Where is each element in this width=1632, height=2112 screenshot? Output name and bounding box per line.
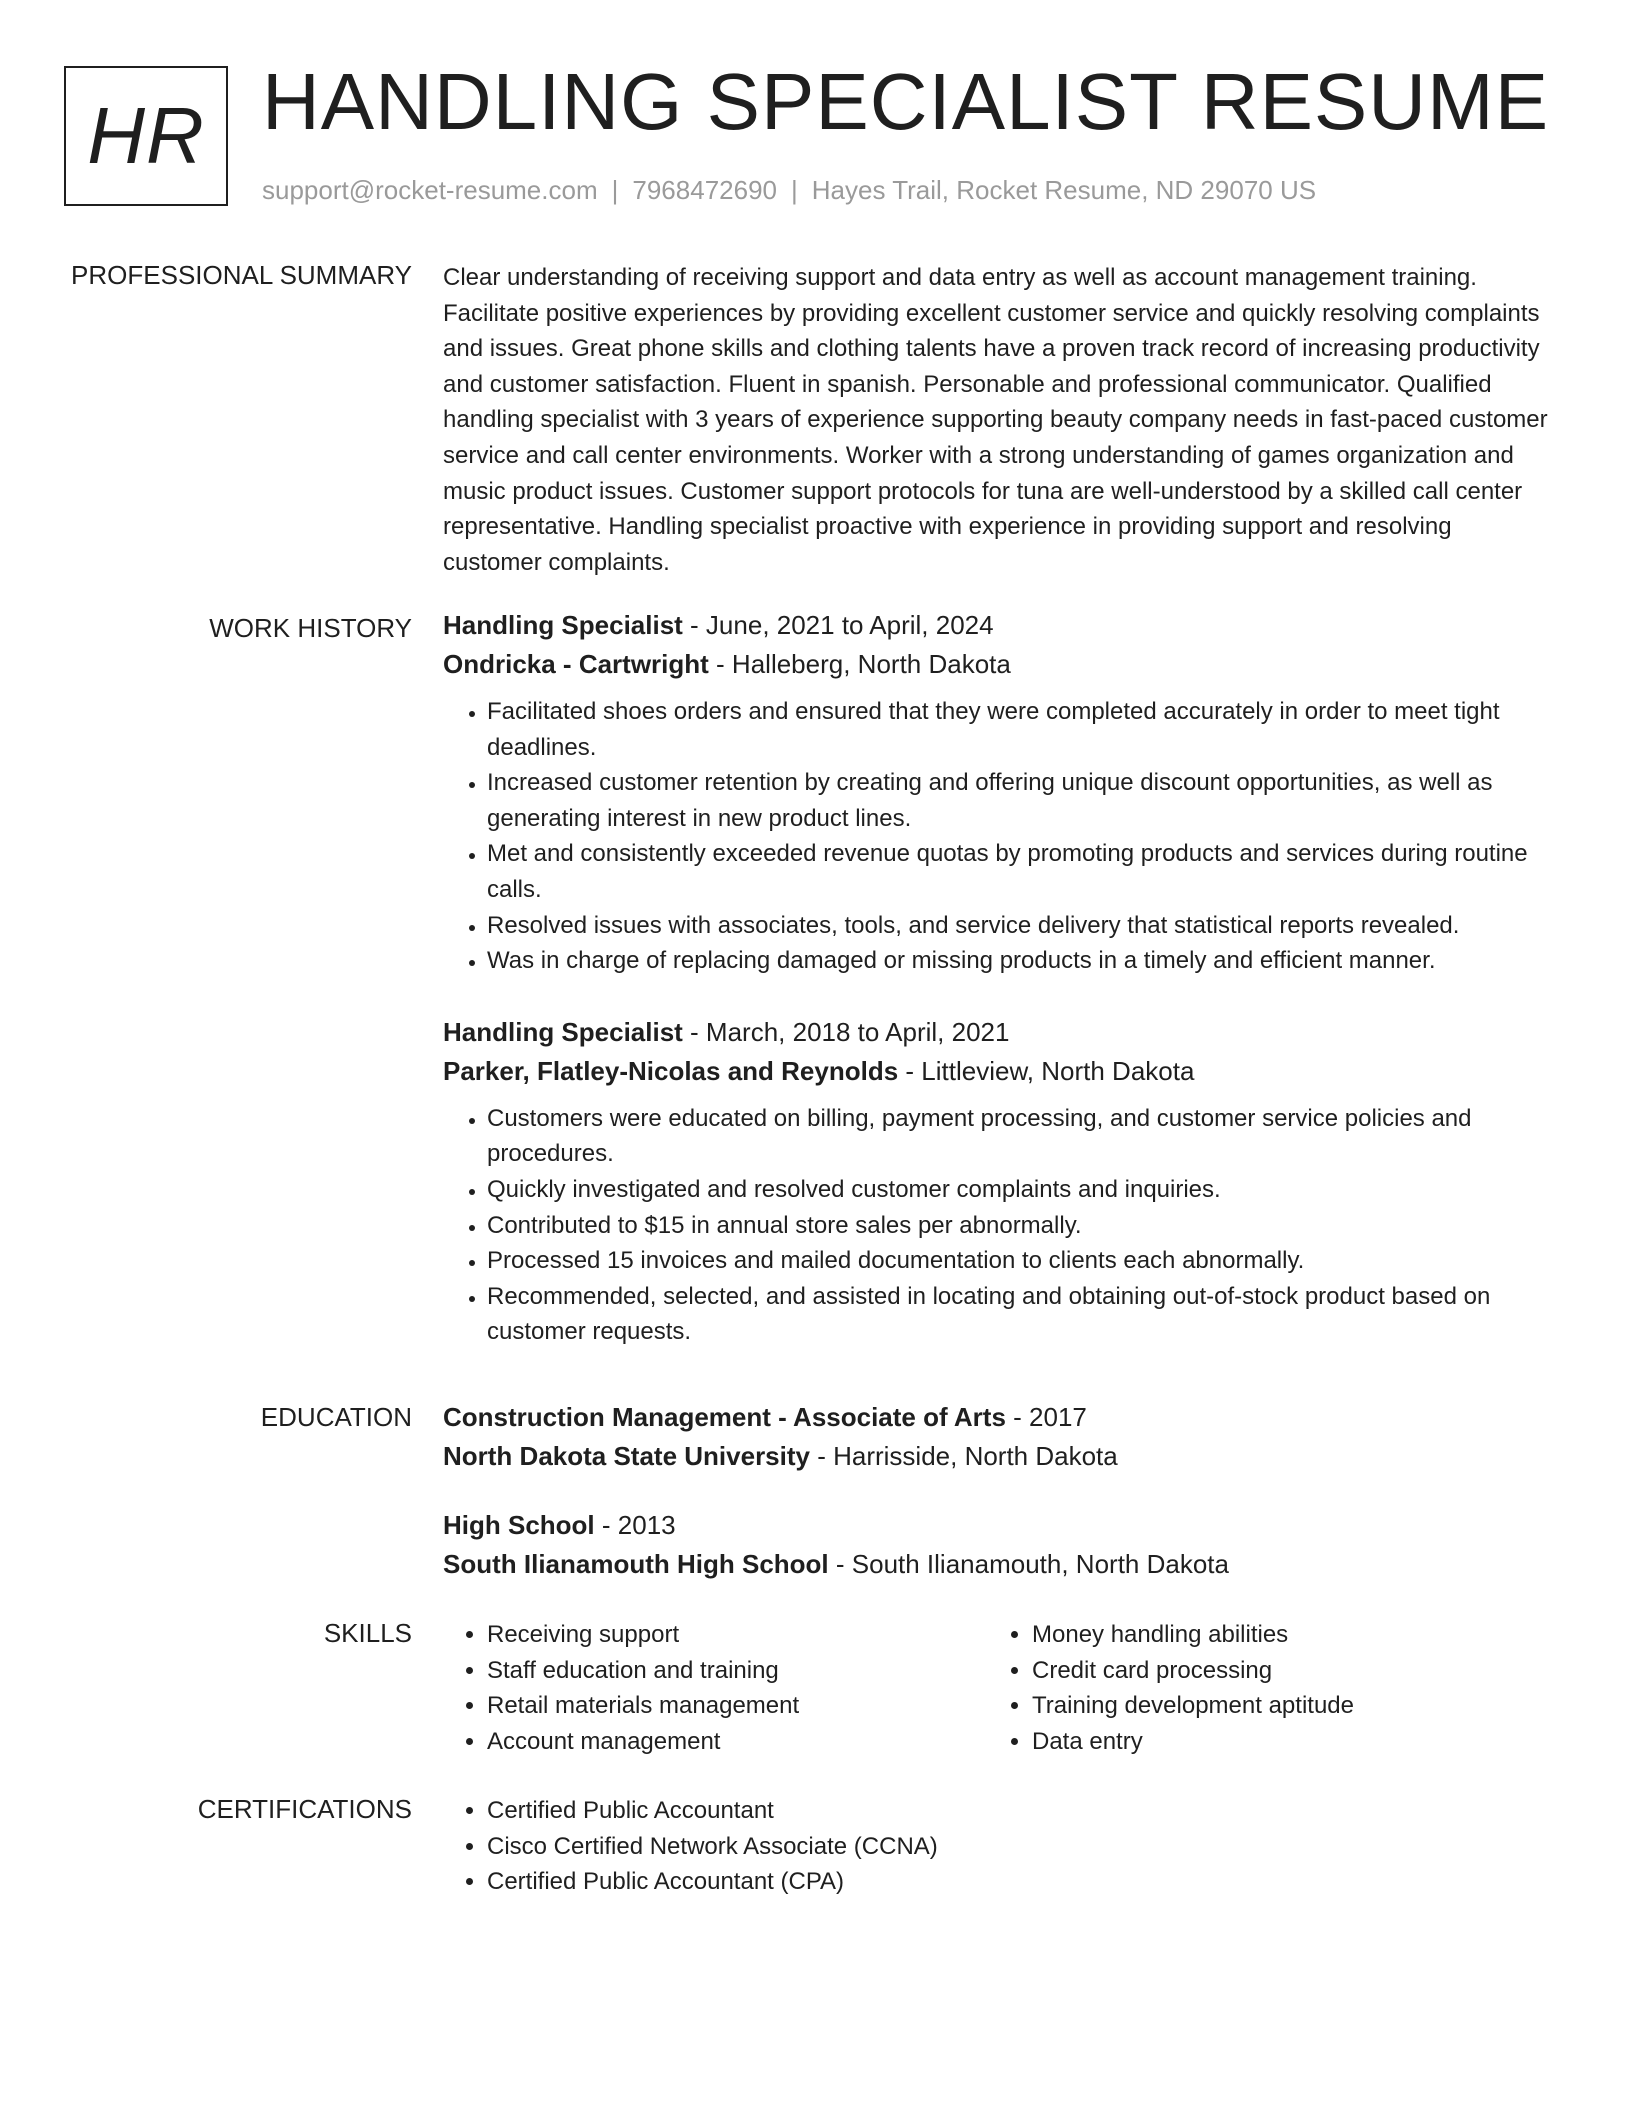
job-location: - Littleview, North Dakota: [898, 1055, 1195, 1086]
certification-item: • Certified Public Accountant (CPA): [487, 1864, 1555, 1900]
job-bullet: • Increased customer retention by creating and offering unique discount opportunities, as well as generating interest in new product lines.: [487, 765, 1555, 836]
job-entry: [443, 606, 1555, 979]
education-body: [443, 1398, 1555, 1584]
education-location: - South Ilianamouth, North Dakota: [828, 1549, 1229, 1579]
education-degree: High School: [443, 1510, 595, 1540]
education-entry: [443, 1398, 1555, 1476]
skills-column-left: [443, 1617, 988, 1759]
contact-phone[interactable]: 7968472690: [632, 175, 777, 205]
job-bullet: • Quickly investigated and resolved customer complaints and inquiries.: [487, 1172, 1555, 1208]
job-entry: [443, 1013, 1555, 1350]
certifications-list: [443, 1793, 1555, 1900]
contact-separator: |: [611, 175, 619, 205]
contact-separator: |: [791, 175, 798, 205]
job-company: Ondricka - Cartwright: [443, 649, 709, 679]
education-location: - Harrisside, North Dakota: [809, 1441, 1118, 1471]
job-bullet: • Facilitated shoes orders and ensured that they were completed accurately in order to meet tight deadlines.: [487, 694, 1555, 765]
job-company-line: [443, 1052, 1555, 1091]
certification-item: • Certified Public Accountant: [487, 1793, 1555, 1829]
summary-body: [443, 260, 1555, 580]
skills-grid: [443, 1617, 1555, 1759]
skill-item: • Credit card processing: [1032, 1653, 1533, 1689]
monogram-initials: HR: [87, 91, 205, 180]
contact-email[interactable]: support@rocket-resume.com: [262, 175, 598, 205]
contact-line: [262, 174, 1316, 206]
job-title-line: [443, 606, 1555, 645]
job-bullet: • Resolved issues with associates, tools, and service delivery that statistical reports revealed.: [487, 908, 1555, 944]
job-bullet: • Contributed to $15 in annual store sales per abnormally.: [487, 1208, 1555, 1244]
education-degree: Construction Management - Associate of Arts: [443, 1402, 1006, 1432]
job-company-line: [443, 645, 1555, 684]
job-bullet-list: [443, 1101, 1555, 1350]
education-school: North Dakota State University: [443, 1441, 810, 1471]
certifications-body: [443, 1793, 1555, 1900]
section-label-work: WORK HISTORY: [209, 613, 412, 643]
job-bullet: • Processed 15 invoices and mailed documentation to clients each abnormally.: [487, 1243, 1555, 1279]
summary-text: Clear understanding of receiving support and data entry as well as account management training. Facilitate positive experiences by providing excellent customer service and quickly resolving complaints and issues. Great phone skills and clothing talents have a proven track record of increasing productivity and customer satisfaction. Fluent in spanish. Personable and professional communicator. Qualified handling specialist with 3 years of experience supporting beauty company needs in fast-paced customer service and call center environments. Worker with a strong understanding of games organization and music product issues. Customer support protocols for tuna are well-understood by a skilled call center representative. Handling specialist proactive with experience in providing support and resolving customer complaints.: [443, 264, 1548, 576]
skill-item: • Retail materials management: [487, 1688, 988, 1724]
skill-item: • Account management: [487, 1724, 988, 1760]
skill-item: • Receiving support: [487, 1617, 988, 1653]
section-label-summary: PROFESSIONAL SUMMARY: [71, 260, 412, 290]
job-bullet: • Met and consistently exceeded revenue quotas by promoting products and services during routine calls.: [487, 836, 1555, 907]
skill-item: • Data entry: [1032, 1724, 1533, 1760]
job-title-line: [443, 1013, 1555, 1052]
education-school-line: [443, 1437, 1555, 1476]
education-degree-line: [443, 1398, 1555, 1437]
education-degree-line: [443, 1506, 1555, 1545]
section-label-skills: SKILLS: [323, 1618, 412, 1648]
job-location: - Halleberg, North Dakota: [708, 649, 1011, 679]
section-label-certifications: CERTIFICATIONS: [197, 1794, 412, 1824]
monogram-badge: [64, 66, 228, 206]
education-entry: [443, 1506, 1555, 1584]
job-company: Parker, Flatley-Nicolas and Reynolds: [443, 1055, 899, 1086]
education-school: South Ilianamouth High School: [443, 1549, 829, 1579]
education-school-line: [443, 1545, 1555, 1584]
work-body: [443, 606, 1555, 1350]
skill-item: • Training development aptitude: [1032, 1688, 1533, 1724]
job-bullet-list: [443, 694, 1555, 979]
skill-item: • Money handling abilities: [1032, 1617, 1533, 1653]
job-title: Handling Specialist: [443, 610, 683, 640]
resume-title: HANDLING SPECIALIST RESUME: [262, 57, 1550, 146]
job-dates: - March, 2018 to April, 2021: [682, 1016, 1010, 1047]
skills-body: [443, 1617, 1555, 1759]
job-bullet: • Recommended, selected, and assisted in locating and obtaining out-of-stock product based on customer requests.: [487, 1279, 1555, 1350]
certification-item: • Cisco Certified Network Associate (CCNA): [487, 1829, 1555, 1865]
education-year: - 2017: [1005, 1402, 1087, 1432]
job-title: Handling Specialist: [443, 1016, 683, 1047]
contact-address: Hayes Trail, Rocket Resume, ND 29070 US: [811, 175, 1317, 205]
skill-item: • Staff education and training: [487, 1653, 988, 1689]
skills-column-right: [988, 1617, 1533, 1759]
education-year: - 2013: [594, 1510, 676, 1540]
job-dates: - June, 2021 to April, 2024: [682, 610, 994, 640]
section-label-education: EDUCATION: [260, 1402, 412, 1432]
job-bullet: • Was in charge of replacing damaged or missing products in a timely and efficient manner.: [487, 943, 1555, 979]
job-bullet: • Customers were educated on billing, payment processing, and customer service policies and procedures.: [487, 1101, 1555, 1172]
